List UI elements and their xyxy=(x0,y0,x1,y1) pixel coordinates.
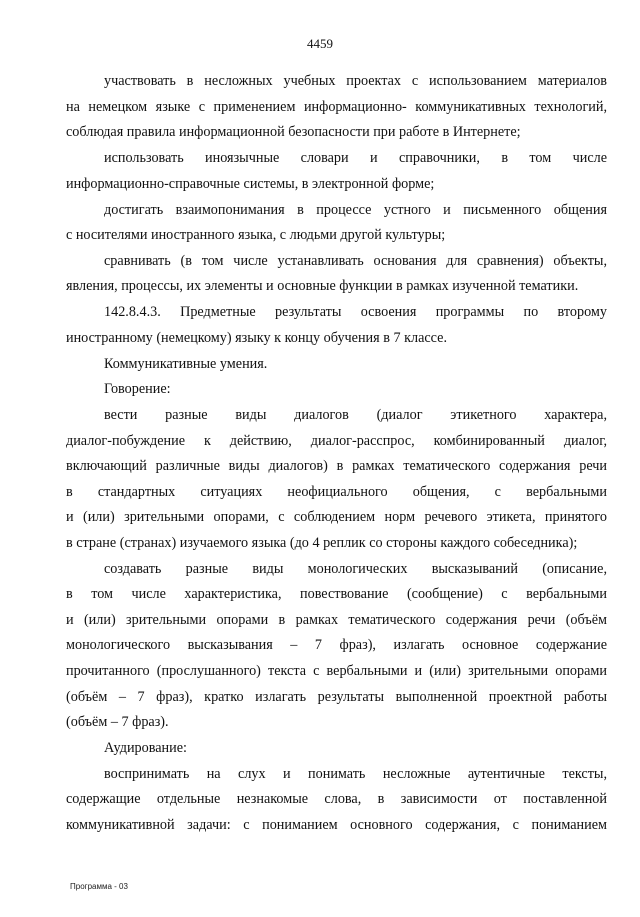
text-line: и (или) зрительными опорами в рамках тематического содержания речи (объём xyxy=(66,612,607,628)
page-number: 4459 xyxy=(307,36,333,51)
text-line: создавать разные виды монологических высказываний (описание, xyxy=(104,561,607,577)
text-line: использовать иноязычные словари и справочники, в том числе xyxy=(104,150,607,166)
text-line: в том числе характеристика, повествование (сообщение) с вербальными xyxy=(66,586,607,602)
text-line: соблюдая правила информационной безопасности при работе в Интернете; xyxy=(66,124,521,140)
text-line: диалог-побуждение к действию, диалог-расспрос, комбинированный диалог, xyxy=(66,433,607,449)
text-line: иностранному (немецкому) языку к концу обучения в 7 классе. xyxy=(66,330,447,346)
text-line: (объём – 7 фраз), кратко излагать результаты выполненной проектной работы xyxy=(66,689,607,705)
text-line: 142.8.4.3. Предметные результаты освоения программы по второму xyxy=(104,304,607,320)
text-line: содержащие отдельные незнакомые слова, в зависимости от поставленной xyxy=(66,791,607,807)
text-line: достигать взаимопонимания в процессе устного и письменного общения xyxy=(104,202,607,218)
text-line: в стране (странах) изучаемого языка (до 4 реплик со стороны каждого собеседника); xyxy=(66,535,578,551)
footer-label: Программа - 03 xyxy=(70,882,128,891)
text-line: вести разные виды диалогов (диалог этикетного характера, xyxy=(104,407,607,423)
text-line: участвовать в несложных учебных проектах с использованием материалов xyxy=(104,73,607,89)
text-line: монологического высказывания – 7 фраз), излагать основное содержание xyxy=(66,637,607,653)
text-line: Коммуникативные умения. xyxy=(104,356,268,372)
text-line: явления, процессы, их элементы и основные функции в рамках изученной тематики. xyxy=(66,278,579,294)
text-line: Аудирование: xyxy=(104,740,187,756)
text-line: и (или) зрительными опорами, с соблюдением норм речевого этикета, принятого xyxy=(66,509,607,525)
text-line: Говорение: xyxy=(104,381,171,397)
text-line: прочитанного (прослушанного) текста с вербальными и (или) зрительными опорами xyxy=(66,663,607,679)
text-line: воспринимать на слух и понимать несложные аутентичные тексты, xyxy=(104,766,607,782)
text-line: коммуникативной задачи: с пониманием основного содержания, с пониманием xyxy=(66,817,607,833)
text-line: сравнивать (в том числе устанавливать основания для сравнения) объекты, xyxy=(104,253,607,269)
text-line: в стандартных ситуациях неофициального общения, с вербальными xyxy=(66,484,607,500)
text-line: (объём – 7 фраз). xyxy=(66,714,169,730)
text-line: включающий различные виды диалогов) в рамках тематического содержания речи xyxy=(66,458,607,474)
text-line: с носителями иностранного языка, с людьми другой культуры; xyxy=(66,227,446,243)
text-line: информационно-справочные системы, в электронной форме; xyxy=(66,176,435,192)
text-line: на немецком языке с применением информационно- коммуникативных технологий, xyxy=(66,99,607,115)
